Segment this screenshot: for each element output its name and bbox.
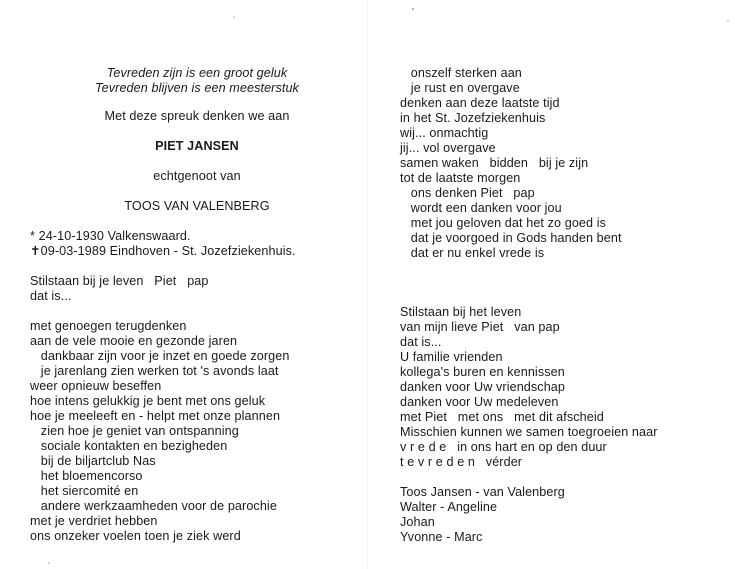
poem-line: met genoegen terugdenken xyxy=(30,319,187,333)
poem-line: met jou geloven dat het zo goed is xyxy=(400,216,607,230)
poem-line: dat er nu enkel vrede is xyxy=(400,246,545,260)
poem-opening-line: Stilstaan bij je leven Piet pap xyxy=(30,274,209,288)
poem-line: dat je voorgoed in Gods handen bent xyxy=(400,231,622,245)
spouse-name: TOOS VAN VALENBERG xyxy=(124,199,270,213)
poem-line: andere werkzaamheden voor de parochie xyxy=(30,499,277,513)
motto-line: Tevreden blijven is een meesterstuk xyxy=(95,81,299,95)
poem-line: wordt een danken voor jou xyxy=(400,201,562,215)
signature-line: Toos Jansen - van Valenberg xyxy=(400,485,565,499)
poem-line: zien hoe je geniet van ontspanning xyxy=(30,424,239,438)
poem-line: ons denken Piet pap xyxy=(400,186,535,200)
poem-line: jij... vol overgave xyxy=(400,141,496,155)
tribute-line: van mijn lieve Piet van pap xyxy=(400,320,560,334)
poem-line: het siercomité en xyxy=(30,484,139,498)
relation-text: echtgenoot van xyxy=(153,169,241,183)
birth-date: * 24-10-1930 Valkenswaard. xyxy=(30,229,191,243)
poem-line: hoe je meeleeft en - helpt met onze plannen xyxy=(30,409,281,423)
poem-line: denken aan deze laatste tijd xyxy=(400,96,560,110)
poem-line: sociale kontakten en bezigheden xyxy=(30,439,228,453)
poem-line: dankbaar zijn voor je inzet en goede zorgen xyxy=(30,349,290,363)
speck xyxy=(727,20,729,22)
poem-line: weer opnieuw beseffen xyxy=(30,379,162,393)
poem-line: onszelf sterken aan xyxy=(400,66,522,80)
signature-line: Yvonne - Marc xyxy=(400,530,483,544)
poem-line: je jarenlang zien werken tot 's avonds laat xyxy=(30,364,279,378)
tribute-line: kollega's buren en kennissen xyxy=(400,365,565,379)
poem-line: je rust en overgave xyxy=(400,81,520,95)
poem-line: tot de laatste morgen xyxy=(400,171,521,185)
speck xyxy=(412,8,414,10)
signature-line: Johan xyxy=(400,515,435,529)
tribute-line: v r e d e in ons hart en op den duur xyxy=(400,440,607,454)
tribute-line: met Piet met ons met dit afscheid xyxy=(400,410,604,424)
poem-line: wij... onmachtig xyxy=(400,126,489,140)
poem-line: het bloemencorso xyxy=(30,469,143,483)
tribute-line: U familie vrienden xyxy=(400,350,503,364)
intro-text: Met deze spreuk denken we aan xyxy=(104,109,290,123)
poem-line: ons onzeker voelen toen je ziek werd xyxy=(30,529,241,543)
poem-line: met je verdriet hebben xyxy=(30,514,158,528)
signature-line: Walter - Angeline xyxy=(400,500,498,514)
tribute-line: dat is... xyxy=(400,335,442,349)
poem-line: hoe intens gelukkig je bent met ons geluk xyxy=(30,394,266,408)
poem-line: aan de vele mooie en gezonde jaren xyxy=(30,334,238,348)
tribute-line: Stilstaan bij het leven xyxy=(400,305,522,319)
speck xyxy=(48,562,50,564)
death-date: ✝09-03-1989 Eindhoven - St. Jozefziekenhuis. xyxy=(30,244,296,258)
tribute-line: t e v r e d e n vérder xyxy=(400,455,523,469)
poem-opening-line: dat is... xyxy=(30,289,72,303)
motto-line: Tevreden zijn is een groot geluk xyxy=(106,66,288,80)
poem-line: in het St. Jozefziekenhuis xyxy=(400,111,546,125)
tribute-line: danken voor Uw vriendschap xyxy=(400,380,566,394)
card-fold xyxy=(367,0,368,569)
tribute-line: Misschien kunnen we samen toegroeien naar xyxy=(400,425,658,439)
poem-line: bij de biljartclub Nas xyxy=(30,454,156,468)
deceased-name: PIET JANSEN xyxy=(155,139,239,153)
speck xyxy=(233,16,235,18)
poem-line: samen waken bidden bij je zijn xyxy=(400,156,589,170)
tribute-line: danken voor Uw medeleven xyxy=(400,395,559,409)
